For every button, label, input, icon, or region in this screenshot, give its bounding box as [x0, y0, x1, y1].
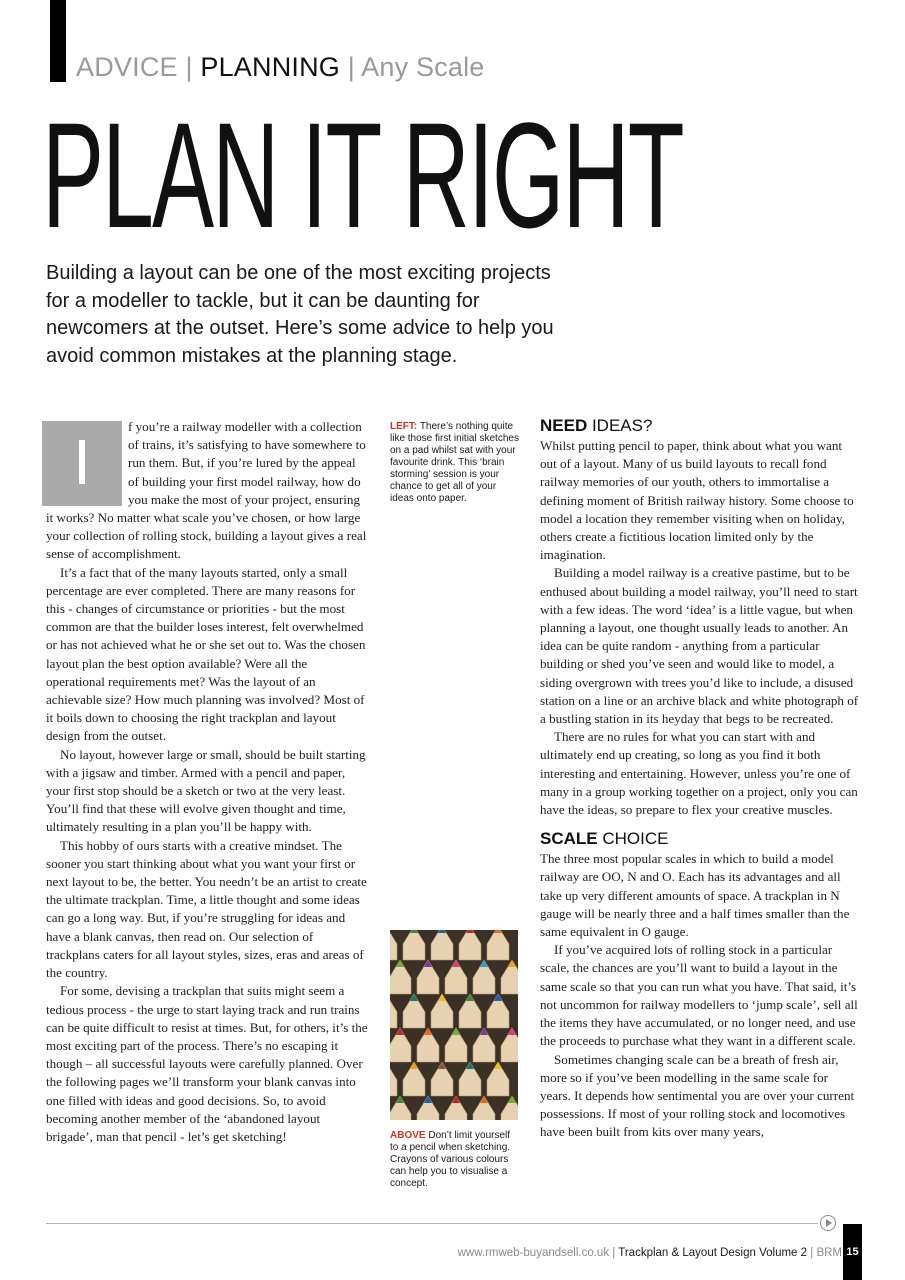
paragraph: It’s a fact that of the many layouts started, only a small percentage are ever completed. There are many reasons for this - changes of circumstance or priorities - but the most common are that the builder loses interest, felt overwhelmed or has not achieved what he or she set out to. Was the chosen layout plan the best option available? Were all the operational requirements met? Was the layout of an achievable size? How much planning was involved? Most of it boils down to choosing the right trackplan and layout design from the outset.: [46, 564, 366, 744]
section-separator: |: [347, 52, 355, 82]
caption-label: ABOVE: [390, 1130, 426, 1141]
paragraph: The three most popular scales in which to build a model railway are OO, N and O. Each has its advantages and all take up very different amounts of space. A trackplan in N gauge will be nearly three and a half times smaller than the same equivalent in O gauge.: [540, 851, 850, 940]
body-column-right: [540, 416, 860, 1142]
continue-arrow-icon[interactable]: [820, 1215, 836, 1231]
section-advice: ADVICE: [76, 52, 178, 82]
footer-separator: |: [609, 1247, 619, 1259]
pencils-photo: [390, 930, 518, 1120]
paragraph: f you’re a railway modeller with a collection of trains, it’s satisfying to have somewhere to run them. But, if you’re lured by the appeal of building your first model railway, how do you make the most of your project, ensuring it works? No matter what scale you’ve chosen, or how large your collection of rolling stock, building a layout gives a real sense of accomplishment.: [46, 419, 367, 562]
subheading-need-ideas: NEED IDEAS?: [540, 416, 653, 435]
paragraph: For some, devising a trackplan that suits might seem a tedious process - the urge to start laying track and run trains can be quite difficult to resist at times. But, for others, it’s the most exciting part of the process. There’s no escaping it though – all successful layouts were carefully planned. Over the following pages we’ll transform your blank canvas into one filled with ideas and good decisions. So, to avoid becoming another member of the ‘abandoned layout brigade’, man that pencil - let’s get sketching!: [46, 983, 368, 1144]
page-number: 15: [846, 1246, 859, 1258]
paragraph: This hobby of ours starts with a creative mindset. The sooner you start thinking about what you want your first or next layout to be, the better. You needn’t be an artist to create the ultimate trackplan. Time, a little thought and some ideas can go a long way. But, if you’re struggling for ideas and have a blank canvas, then read on. Our selection of trackplans caters for all layout styles, sizes, eras and areas of the country.: [46, 837, 367, 981]
footer-brand: BRM: [816, 1247, 842, 1259]
footer-url[interactable]: www.rmweb-buyandsell.co.uk: [457, 1247, 610, 1259]
paragraph: There are no rules for what you can start with and ultimately end up creating, so long as you find it both interesting and entertaining. However, unless you’re one of many in a group working together on a project, only you can have the ideas, so prepare to flex your creative muscles.: [540, 729, 858, 818]
page-footer: [458, 1247, 842, 1259]
paragraph: Whilst putting pencil to paper, think about what you want out of a layout. Many of us build layouts to recall fond railway memories of our youth, others to immortalise a defining moment of British railway history. Some choose to model a location they remember visiting when on holiday, others create a fictitious location limited only by the imagination.: [540, 438, 854, 563]
subheading-scale-choice: SCALE CHOICE: [540, 829, 669, 849]
section-separator: |: [185, 52, 193, 82]
caption-label: LEFT:: [390, 421, 418, 432]
paragraph: If you’ve acquired lots of rolling stock in a particular scale, the chances are you’ll want to build a layout in the same scale so that you can run what you have. That said, it’s not uncommon for railway modellers to ‘jump scale’, sell all the items they have accumulated, or no longer need, and use the proceeds to purchase what they want in a different scale.: [540, 942, 858, 1049]
article-title: PLAN IT RIGHT: [42, 91, 683, 259]
paragraph: Building a model railway is a creative pastime, but to be enthused about building a model railway, you’ll need to start with a few ideas. The word ‘idea’ is a little vague, but when planning a layout, one thought usually leads to another. An idea can be quite random - anything from a particular building or shed you’ve seen and would like to model, a siding overgrown with trees you’d like to include, a disused station on a line or an archive black and white photograph of a bustling station in its heyday that begs to be recreated.: [540, 565, 859, 727]
page-number-tab: [843, 1224, 862, 1280]
caption-text: There’s nothing quite like those first initial sketches on a pad whilst sat with your favourite drink. This ‘brain storming’ session is your chance to get all of your ideas onto paper.: [390, 421, 519, 504]
paragraph: Sometimes changing scale can be a breath of fresh air, more so if you’ve been modelling in the same scale for years. It depends how sentimental you are over your current possessions. If most of your rolling stock and locomotives have been built from kits over many years,: [540, 1051, 855, 1140]
section-planning: PLANNING: [200, 52, 340, 82]
caption-text: Don’t limit yourself to a pencil when sketching. Crayons of various colours can help you to visualise a concept.: [390, 1130, 511, 1189]
section-scale: Any Scale: [361, 52, 485, 82]
paragraph: No layout, however large or small, should be built starting with a jigsaw and timber. Armed with a pencil and paper, your first stop should be a sketch or two at the very least. You’ll find that these will evolve given thought and time, ultimately resulting in a plan you’ll be happy with.: [46, 746, 366, 835]
body-column-left: [46, 418, 368, 1146]
pencils-illustration: [390, 930, 518, 1120]
section-marker-bar: [50, 0, 66, 82]
caption-above: [390, 1130, 520, 1190]
drop-cap: [42, 421, 122, 506]
article-intro: Building a layout can be one of the most exciting projects for a modeller to tackle, but it can be daunting for newcomers at the outset. Here’s some advice to help you avoid common mistakes at the planning stage.: [46, 262, 554, 367]
drop-cap-letter: I: [73, 426, 91, 498]
footer-separator: |: [807, 1247, 817, 1259]
footer-rule: [46, 1223, 818, 1224]
footer-publication: Trackplan & Layout Design Volume 2: [618, 1247, 808, 1259]
section-header: [76, 52, 485, 83]
caption-left: [390, 421, 520, 505]
